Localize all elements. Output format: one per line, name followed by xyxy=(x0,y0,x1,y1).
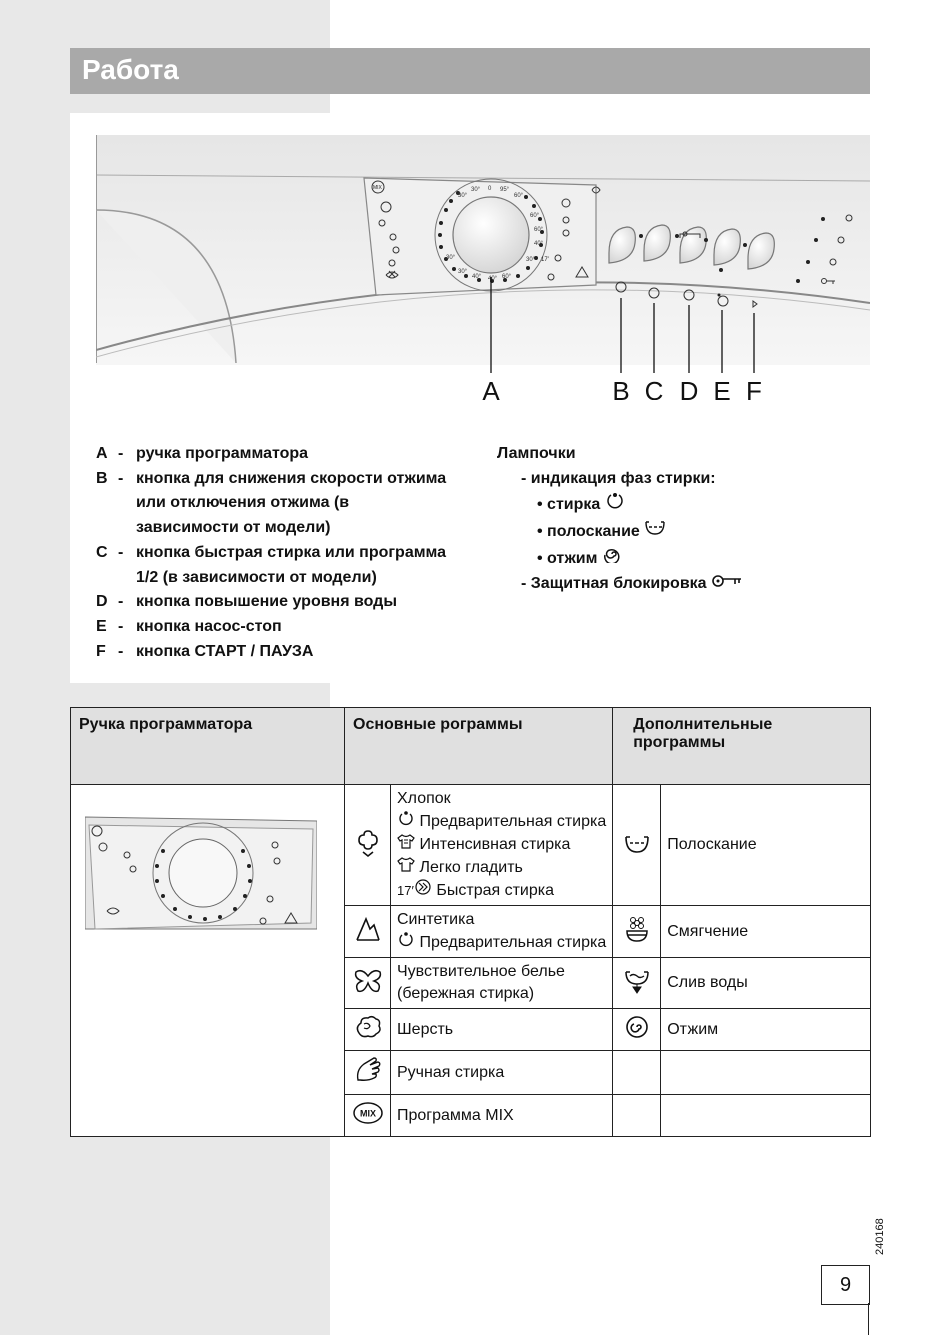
empty-extra-cell xyxy=(661,1051,871,1095)
dial-thumbnail-cell xyxy=(71,785,345,1137)
svg-text:0: 0 xyxy=(488,186,492,192)
controls-legend xyxy=(96,442,446,664)
legend-item-d: D - кнопка повышение уровня воды xyxy=(96,593,397,611)
legend-item-b: B - кнопка для снижения скорости отжима xyxy=(96,469,447,487)
intensive-icon xyxy=(397,833,415,849)
lamp-lock: - Защитная блокировка xyxy=(497,572,743,597)
key-lock-icon xyxy=(711,574,743,588)
legend-item-c-line2: 1/2 (в зависимости от модели) xyxy=(136,568,377,586)
softener-icon xyxy=(624,915,650,943)
figure-label-c: C xyxy=(644,376,664,400)
program-handwash: Ручная стирка xyxy=(391,1051,613,1095)
lamp-rinse: • полоскание xyxy=(497,518,743,545)
prewash-icon xyxy=(397,810,415,826)
wool-icon xyxy=(354,1015,382,1039)
program-delicate-title: Чувствительное белье xyxy=(397,963,565,980)
cotton-icon-cell xyxy=(345,785,391,906)
legend-item-e: E - кнопка насос-стоп xyxy=(96,617,282,635)
legend-item-f: F - кнопка СТАРТ / ПАУЗА xyxy=(96,642,314,660)
extra-rinse: Полоскание xyxy=(661,785,871,906)
lamps-phases-title: - индикация фаз стирки: xyxy=(521,469,716,487)
svg-text:60°: 60° xyxy=(534,227,544,233)
svg-text:30°: 30° xyxy=(446,255,456,261)
svg-text:30°: 30° xyxy=(471,187,481,193)
svg-text:30°: 30° xyxy=(458,269,468,275)
rinse-icon-cell xyxy=(613,785,661,906)
svg-text:95°: 95° xyxy=(500,187,510,193)
dial-quick-label: 17′ xyxy=(541,257,549,263)
cotton-icon xyxy=(354,828,382,858)
spin-icon-cell xyxy=(613,1009,661,1051)
cotton-easy-iron: Легко гладить xyxy=(397,856,606,879)
program-table xyxy=(70,707,871,1137)
extra-drain: Слив воды xyxy=(661,958,871,1009)
drain-icon-cell xyxy=(613,958,661,1009)
drain-icon xyxy=(624,967,650,995)
header-extra-programs: Дополнительные программы xyxy=(613,708,871,785)
rinse-phase-icon xyxy=(644,518,666,536)
figure-label-e: E xyxy=(713,376,731,400)
program-cotton-cell xyxy=(391,785,613,906)
section-header xyxy=(70,48,870,94)
handwash-icon xyxy=(354,1056,382,1084)
rinse-icon xyxy=(624,832,650,854)
header-dial: Ручка программатора xyxy=(71,708,345,785)
handwash-icon-cell xyxy=(345,1051,391,1095)
dial-mix-label: MIX xyxy=(373,185,382,191)
figure-label-d: D xyxy=(679,376,699,400)
svg-text:30°: 30° xyxy=(526,257,536,263)
svg-text:60°: 60° xyxy=(514,193,524,199)
mix-icon-cell xyxy=(345,1095,391,1137)
extra-softener: Смягчение xyxy=(661,906,871,958)
easy-iron-icon xyxy=(397,856,415,872)
figure-label-b: B xyxy=(612,376,630,400)
spin-icon xyxy=(624,1015,650,1039)
legend-item-a: A - ручка программатора xyxy=(96,445,309,462)
figure-label-f: F xyxy=(746,376,762,400)
figure-label-a: A xyxy=(482,376,500,400)
header-main-programs: Основные рограммы xyxy=(345,708,613,785)
svg-text:40°: 40° xyxy=(488,276,498,282)
legend-item-c: C - кнопка быстрая стирка или программа xyxy=(96,543,447,561)
dial-thumbnail xyxy=(85,811,317,933)
svg-text:60°: 60° xyxy=(530,213,540,219)
page-title: Работа xyxy=(82,54,179,85)
svg-text:30°: 30° xyxy=(458,193,468,199)
page-number: 9 xyxy=(821,1265,870,1305)
delicate-icon-cell xyxy=(345,958,391,1009)
mix-icon-label: MIX xyxy=(359,1108,376,1119)
lamps-legend xyxy=(497,442,743,596)
prewash-icon xyxy=(397,931,415,947)
extra-spin: Отжим xyxy=(661,1009,871,1051)
mix-icon xyxy=(352,1101,384,1125)
softener-icon-cell xyxy=(613,906,661,958)
synthetics-icon-cell xyxy=(345,906,391,958)
legend-item-b-line3: зависимости от модели) xyxy=(136,519,331,537)
program-delicate-cell xyxy=(391,958,613,1009)
page-number-divider xyxy=(868,1303,869,1335)
synthetics-prewash: Предварительная стирка xyxy=(397,931,606,954)
program-cotton-title: Хлопок xyxy=(397,790,451,807)
synthetics-icon xyxy=(354,915,382,943)
program-mix: Программа MIX xyxy=(391,1095,613,1137)
document-code: 240168 xyxy=(874,1218,886,1255)
cotton-prewash: Предварительная стирка xyxy=(397,810,606,833)
quick-wash-icon xyxy=(414,879,432,895)
wool-icon-cell xyxy=(345,1009,391,1051)
control-panel-illustration xyxy=(96,135,870,400)
empty-extra-icon-cell xyxy=(613,1051,661,1095)
spin-phase-icon xyxy=(602,545,622,563)
cotton-intensive: Интенсивная стирка xyxy=(397,833,606,856)
lamp-wash: • стирка xyxy=(497,491,743,518)
program-synthetics-cell xyxy=(391,906,613,958)
wash-phase-icon xyxy=(605,491,625,509)
program-synthetics-title: Синтетика xyxy=(397,911,475,928)
lamp-spin: • отжим xyxy=(497,545,743,572)
legend-item-b-line2: или отключения отжима (в xyxy=(136,494,350,512)
svg-text:40°: 40° xyxy=(534,241,544,247)
svg-text:60°: 60° xyxy=(502,274,512,280)
delicate-icon xyxy=(353,968,383,994)
lamps-title: Лампочки xyxy=(497,445,576,462)
cotton-quick: 17′ Быстрая стирка xyxy=(397,879,606,902)
program-wool: Шерсть xyxy=(391,1009,613,1051)
empty-extra-icon-cell-2 xyxy=(613,1095,661,1137)
svg-text:40°: 40° xyxy=(472,274,482,280)
empty-extra-cell-2 xyxy=(661,1095,871,1137)
program-delicate-sub: (бережная стирка) xyxy=(397,985,535,1002)
